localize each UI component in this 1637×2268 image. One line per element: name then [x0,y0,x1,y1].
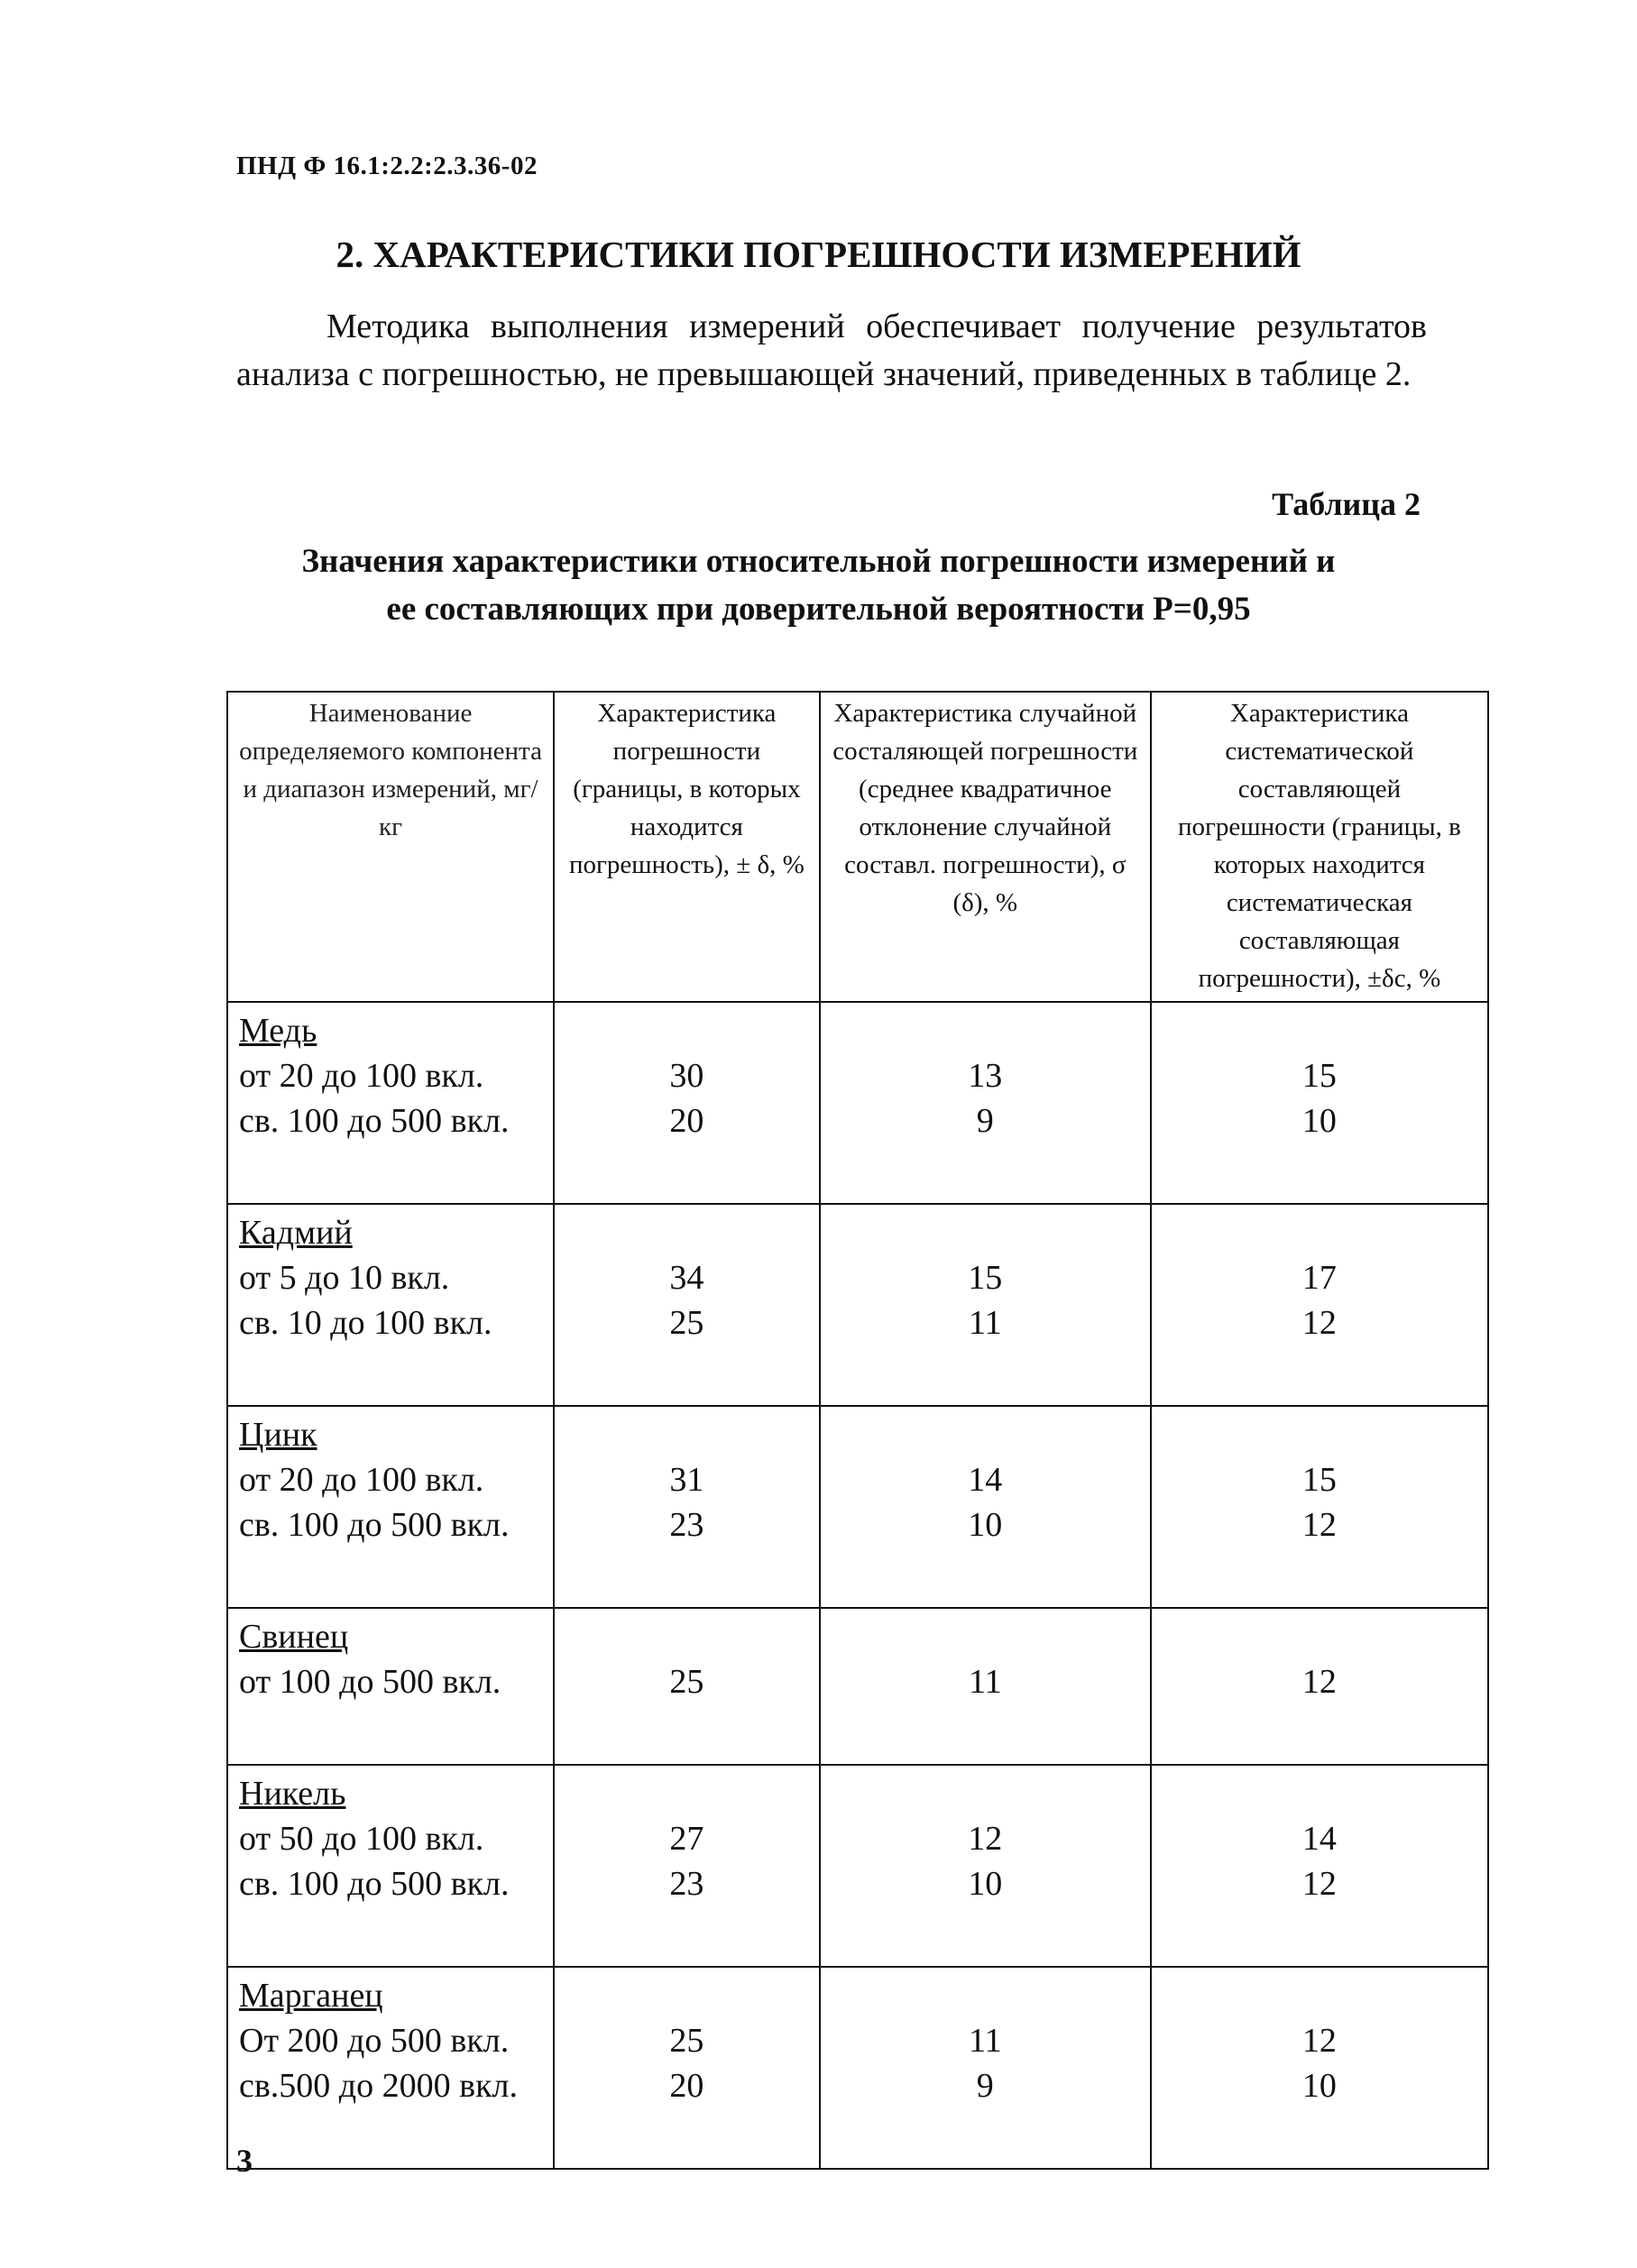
table-label: Таблица 2 [1272,486,1421,522]
measurement-range: От 200 до 500 вкл. [239,2022,510,2060]
measurement-range: св.500 до 2000 вкл. [239,2067,519,2105]
value: 15 [1301,1461,1337,1499]
value: 12 [1301,1506,1337,1544]
random-component-cell [820,1765,1151,1967]
component-name: Марганец [239,1977,383,2015]
value: 34 [669,1259,704,1297]
random-component-cell [820,1002,1151,1204]
value: 15 [1301,1057,1337,1095]
random-component-cell [820,1406,1151,1608]
value: 25 [669,2022,704,2060]
error-bound-cell [554,1608,820,1765]
error-bound-cell [554,1765,820,1967]
table-row [227,1967,1488,2169]
systematic-component-cell [1151,1406,1488,1608]
component-cell [227,1765,554,1967]
intro-paragraph: Методика выполнения измерений обеспечивает получение результатов анализа с погрешностью, не превышающей значений, приведенных в таблице 2. [236,308,1427,393]
random-component-cell [820,1204,1151,1406]
table-row [227,1406,1488,1608]
section-title: 2. ХАРАКТЕРИСТИКИ ПОГРЕШНОСТИ ИЗМЕРЕНИЙ [336,234,1301,275]
error-bound-cell [554,1406,820,1608]
value: 10 [968,1506,1003,1544]
value: 11 [968,1663,1002,1701]
component-cell [227,1608,554,1765]
error-bound-cell [554,1967,820,2169]
measurement-range: от 5 до 10 вкл. [239,1259,450,1297]
component-cell [227,1204,554,1406]
value: 30 [669,1057,704,1095]
value: 10 [968,1865,1003,1903]
value: 23 [669,1865,704,1903]
value: 12 [1301,1663,1337,1701]
header-systematic-component: Характеристика систематической составляющей погрешности (границы, в которых находится систематическая составляющая погрешности), ±δс, % [1151,692,1488,1002]
systematic-component-cell [1151,1967,1488,2169]
header-random-component: Характеристика случайной состаляющей погрешности (среднее квадратичное отклонение случайной составл. погрешности), σ (δ), % [820,692,1151,1002]
value: 25 [669,1663,704,1701]
value: 12 [1301,2022,1337,2060]
systematic-component-cell [1151,1002,1488,1204]
component-cell [227,1002,554,1204]
measurement-range: св. 100 до 500 вкл. [239,1506,510,1544]
value: 9 [976,1102,994,1140]
table-row [227,1765,1488,1967]
document-code: ПНД Ф 16.1:2.2:2.3.36-02 [236,152,538,180]
measurement-range: от 50 до 100 вкл. [239,1820,484,1858]
header-error-bounds: Характеристика погрешности (границы, в которых находится погрешность), ± δ, % [554,692,820,1002]
table-row [227,1204,1488,1406]
table-caption [0,537,1637,633]
value: 14 [968,1461,1003,1499]
value: 12 [1301,1304,1337,1342]
component-name: Медь [239,1012,317,1050]
measurement-range: св. 100 до 500 вкл. [239,1865,510,1903]
table-row [227,1608,1488,1765]
value: 11 [968,2022,1002,2060]
component-name: Цинк [239,1416,317,1454]
value: 20 [669,1102,704,1140]
random-component-cell [820,1608,1151,1765]
error-characteristics-table [226,691,1489,2170]
value: 15 [968,1259,1003,1297]
systematic-component-cell [1151,1608,1488,1765]
value: 20 [669,2067,704,2105]
systematic-component-cell [1151,1765,1488,1967]
systematic-component-cell [1151,1204,1488,1406]
value: 13 [968,1057,1003,1095]
table-row [227,1002,1488,1204]
component-name: Никель [239,1775,346,1813]
error-bound-cell [554,1204,820,1406]
page-number: 3 [236,2143,253,2179]
error-bound-cell [554,1002,820,1204]
measurement-range: св. 10 до 100 вкл. [239,1304,492,1342]
component-name: Свинец [239,1618,349,1656]
component-cell [227,1406,554,1608]
table-header-row [227,692,1488,1002]
value: 12 [968,1820,1003,1858]
value: 17 [1301,1259,1337,1297]
value: 12 [1301,1865,1337,1903]
measurement-range: от 20 до 100 вкл. [239,1057,484,1095]
value: 11 [968,1304,1002,1342]
component-name: Кадмий [239,1214,353,1252]
value: 25 [669,1304,704,1342]
value: 23 [669,1506,704,1544]
value: 10 [1301,1102,1337,1140]
value: 31 [669,1461,704,1499]
measurement-range: от 20 до 100 вкл. [239,1461,484,1499]
value: 27 [669,1820,704,1858]
value: 9 [976,2067,994,2105]
table-body [227,1002,1488,2169]
value: 10 [1301,2067,1337,2105]
header-component: Наименование определяемого компонента и диапазон измерений, мг/кг [227,692,554,1002]
measurement-range: св. 100 до 500 вкл. [239,1102,510,1140]
component-cell [227,1967,554,2169]
table-caption-line-2: ее составляющих при доверительной вероятности P=0,95 [386,591,1251,628]
value: 14 [1301,1820,1337,1858]
random-component-cell [820,1967,1151,2169]
table-caption-line-1: Значения характеристики относительной погрешности измерений и [301,543,1336,580]
measurement-range: от 100 до 500 вкл. [239,1663,501,1701]
